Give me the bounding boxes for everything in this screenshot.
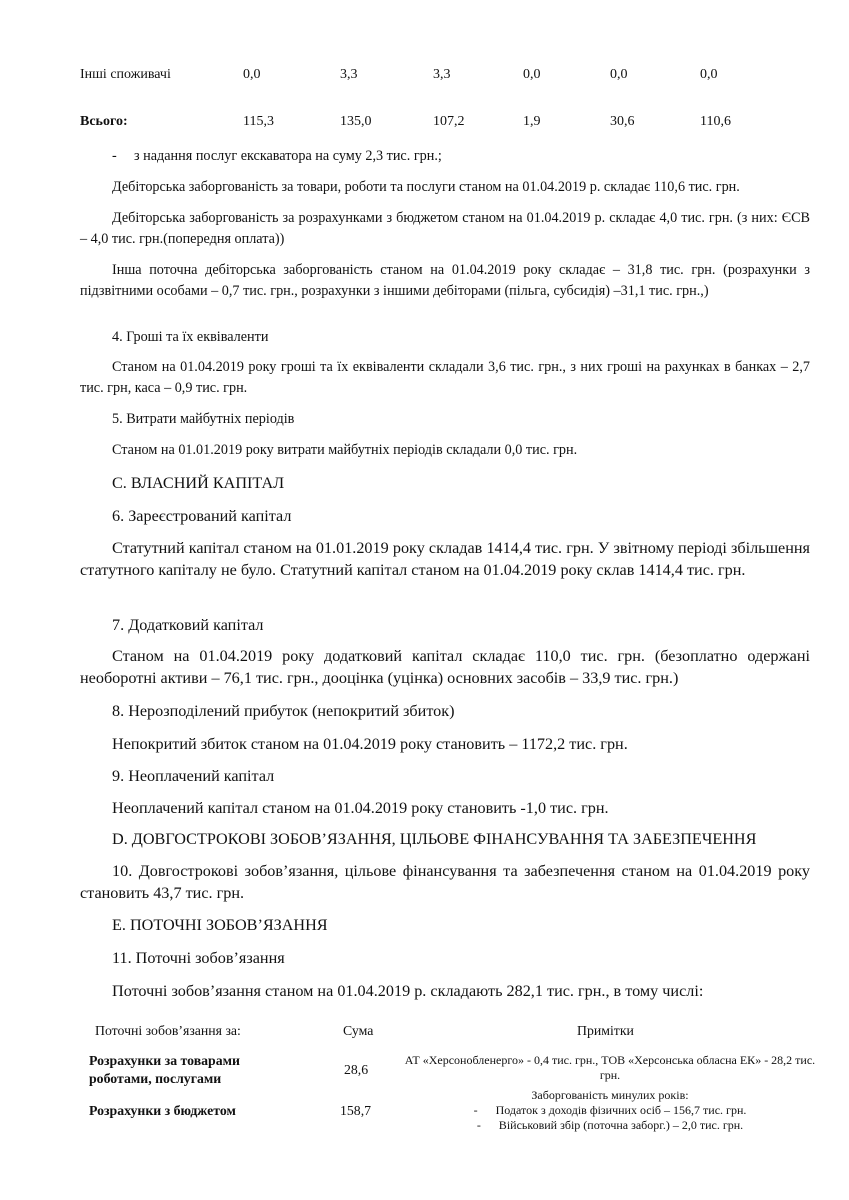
cell: 110,6 xyxy=(700,114,731,129)
note-budget-item: - Військовий збір (поточна заборг.) – 2,0 тис. грн. xyxy=(476,1118,744,1132)
row-label-total: Всього: xyxy=(80,114,128,129)
cell: 0,0 xyxy=(523,67,541,82)
paragraph-deferred-expenses: Станом на 01.01.2019 року витрати майбутніх періодів складали 0,0 тис. грн. xyxy=(112,442,578,458)
heading-unpaid-capital: 9. Неоплачений капітал xyxy=(112,767,275,785)
row-label-budget: Розрахунки з бюджетом xyxy=(89,1103,236,1118)
section-heading-long-term: D. ДОВГОСТРОКОВІ ЗОБОВ’ЯЗАННЯ, ЦІЛЬОВЕ ФІНАНСУВАННЯ ТА ЗАБЕЗПЕЧЕННЯ xyxy=(112,830,757,848)
table-row-total xyxy=(80,114,780,134)
paragraph-additional-capital: Станом на 01.04.2019 року додатковий капітал складає 110,0 тис. грн. (безоплатно одержані необоротні активи – 76,1 тис. грн., дооцінка (уцінка) основних засобів – 33,9 тис. грн.) xyxy=(80,647,810,687)
table-row-other-consumers xyxy=(80,67,780,87)
heading-retained-earnings: 8. Нерозподілений прибуток (непокритий збиток) xyxy=(112,702,455,720)
cell: 0,0 xyxy=(610,67,628,82)
cell: 3,3 xyxy=(340,67,358,82)
heading-registered-capital: 6. Зареєстрований капітал xyxy=(112,507,292,525)
row-label: Інші споживачі xyxy=(80,67,171,82)
column-header-notes: Примітки xyxy=(577,1023,634,1038)
bullet-item xyxy=(112,146,712,167)
note-goods-services: АТ «Херсонобленерго» - 0,4 тис. грн., ТОВ «Херсонська обласна ЕК» - 28,2 тис. грн. xyxy=(404,1053,816,1082)
column-header-liability: Поточні зобов’язання за: xyxy=(95,1023,241,1038)
paragraph-cash: Станом на 01.04.2019 року гроші та їх еквіваленти складали 3,6 тис. грн., з них гроші на рахунках в банках – 2,7 тис. грн, каса – 0,9 тис. грн. xyxy=(80,359,810,396)
row-label-goods-services: Розрахунки за товарами роботами, послугами xyxy=(89,1053,240,1086)
sum-budget: 158,7 xyxy=(340,1103,372,1118)
cell: 135,0 xyxy=(340,114,372,129)
note-budget xyxy=(400,1088,820,1133)
note-budget-item: - Податок з доходів фізичних осіб – 156,7 тис. грн. xyxy=(473,1103,747,1117)
paragraph-registered-capital: Статутний капітал станом на 01.01.2019 року складав 1414,4 тис. грн. У звітному періоді збільшення статутного капіталу не було. Статутний капітал станом на 01.04.2019 року склав 1414,4 тис. грн. xyxy=(80,539,810,579)
column-header-sum: Сума xyxy=(343,1023,374,1038)
bullet-dash: - xyxy=(112,148,117,164)
cell: 30,6 xyxy=(610,114,635,129)
cell: 0,0 xyxy=(700,67,718,82)
cell: 1,9 xyxy=(523,114,541,129)
heading-current-liabilities: 11. Поточні зобов’язання xyxy=(112,949,285,967)
section-heading-equity: С. ВЛАСНИЙ КАПІТАЛ xyxy=(112,474,285,492)
cell: 107,2 xyxy=(433,114,465,129)
section-heading-current-liabilities: Е. ПОТОЧНІ ЗОБОВ’ЯЗАННЯ xyxy=(112,916,328,934)
cell: 0,0 xyxy=(243,67,261,82)
heading-additional-capital: 7. Додатковий капітал xyxy=(112,616,264,634)
paragraph-unpaid-capital: Неоплачений капітал станом на 01.04.2019 року становить -1,0 тис. грн. xyxy=(112,799,609,817)
paragraph-long-term: 10. Довгострокові зобов’язання, цільове фінансування та забезпечення станом на 01.04.2019 року становить 43,7 тис. грн. xyxy=(80,862,810,902)
paragraph-retained-earnings: Непокритий збиток станом на 01.04.2019 року становить – 1172,2 тис. грн. xyxy=(112,735,628,753)
paragraph-receivables-goods: Дебіторська заборгованість за товари, роботи та послуги станом на 01.04.2019 р. складає 110,6 тис. грн. xyxy=(112,179,740,195)
heading-deferred-expenses: 5. Витрати майбутніх періодів xyxy=(112,411,295,427)
cell: 3,3 xyxy=(433,67,451,82)
bullet-text: з надання послуг екскаватора на суму 2,3 тис. грн.; xyxy=(134,148,442,164)
heading-cash: 4. Гроші та їх еквіваленти xyxy=(112,329,269,345)
sum-goods-services: 28,6 xyxy=(344,1062,369,1077)
paragraph-current-liabilities: Поточні зобов’язання станом на 01.04.2019 р. складають 282,1 тис. грн., в тому числі: xyxy=(112,982,704,1000)
cell: 115,3 xyxy=(243,114,274,129)
paragraph-receivables-budget: Дебіторська заборгованість за розрахунками з бюджетом станом на 01.04.2019 р. складає 4,0 тис. грн. (з них: ЄСВ – 4,0 тис. грн.(попередня оплата)) xyxy=(80,210,810,247)
liabilities-table xyxy=(80,1020,820,1140)
paragraph-other-receivables: Інша поточна дебіторська заборгованість станом на 01.04.2019 року складає – 31,8 тис. грн. (розрахунки з підзвітними особами – 0,7 тис. грн., розрахунки з іншими дебіторами (пільга, субсидія) –31,1 тис. грн.,) xyxy=(80,262,810,299)
note-budget-title: Заборгованість минулих років: xyxy=(531,1088,689,1102)
